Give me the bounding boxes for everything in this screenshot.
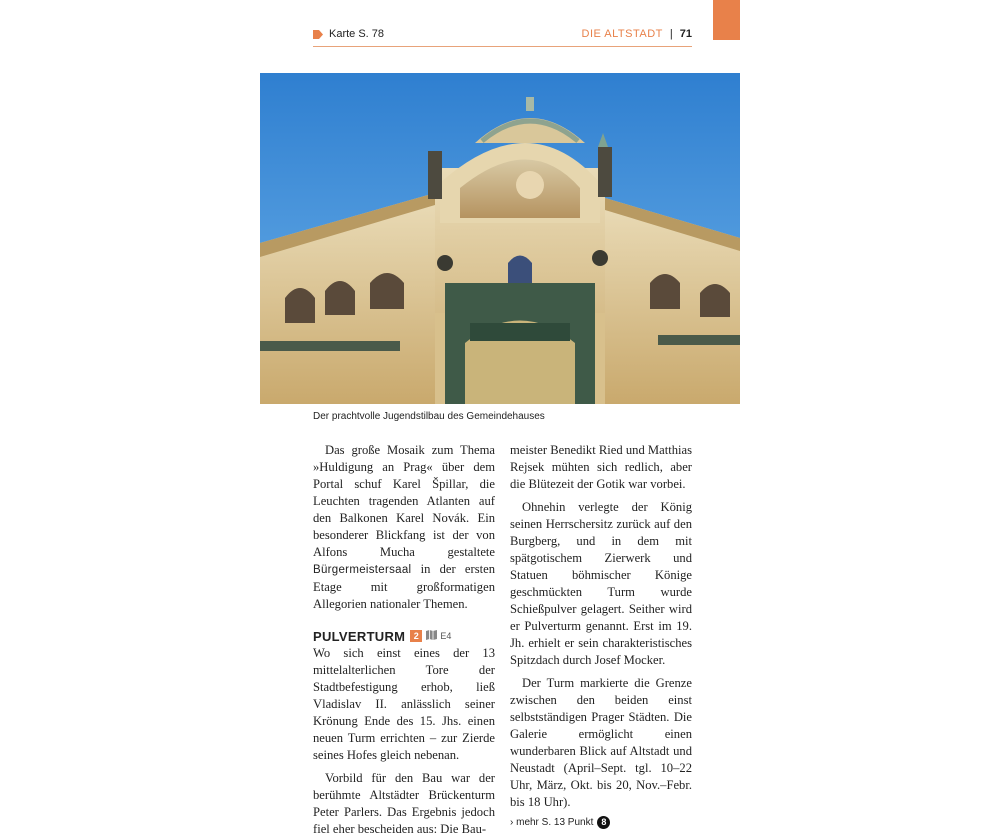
map-reference-text: Karte S. 78 <box>329 28 385 40</box>
more-info-text: › mehr S. 13 Punkt <box>510 817 594 828</box>
emphasis-term: Bürgermeistersaal <box>313 564 412 576</box>
paragraph: Ohnehin verlegte der König seinen Herrschersitz zurück auf den Burgberg, und in dem mit spätgotischem Zierwerk und Statuen böhmischer Könige geschmückten Turm wurde Schießpulver gelagert. Seither wird er Pulverturm genannt. Erst im 19. Jh. erhielt er sein charakteristisches Spitzdach durch Josef Mocker. <box>510 500 692 667</box>
map-reference[interactable] <box>313 28 384 40</box>
paragraph: meister Benedikt Ried und Matthias Rejsek mühten sich redlich, aber die Blütezeit der Gotik war vorbei. <box>510 443 692 491</box>
header-right <box>582 28 693 40</box>
arrow-marker-icon <box>313 30 323 39</box>
more-info-link[interactable] <box>510 814 692 831</box>
section-name: DIE ALTSTADT <box>581 28 663 40</box>
paragraph-text: Das große Mosaik zum Thema »Huldigung an Prag« über dem Portal schuf Karel Špillar, die Leuchten tragenden Atlanten auf den Balkonen Karel Novák. Ein besonderer Blickfang ist der von Alfons Mucha gestaltete <box>313 443 495 559</box>
section-heading-title: PULVERTURM <box>313 628 406 644</box>
paragraph: Wo sich einst eines der 13 mittelalterlichen Tore der Stadtbefestigung erhob, ließ Vladislav II. anlässlich seiner Krönung Ende des 15. Jhs. einen neuen Turm errichten – zur Zierde seines Hofes gleich nebenan. <box>313 646 495 762</box>
paragraph: Vorbild für den Bau war der berühmte Altstädter Brückenturm Peter Parlers. Das Ergebnis jedoch fiel eher bescheiden aus: Die Bau- <box>313 771 495 836</box>
sight-number-badge: 2 <box>410 630 422 642</box>
page-number: 71 <box>679 28 692 40</box>
building-photo <box>260 73 740 404</box>
paragraph: Der Turm markierte die Grenze zwischen den beiden einst selbstständigen Prager Städten. Die Galerie ermöglicht einen wunderbaren Blick auf Altstadt und Neustadt (April–Sept. tgl. 10–22 Uhr, März, Okt. bis 20, Nov.–Febr. bis 18 Uhr). <box>510 676 692 809</box>
paragraph-text: in der ersten Etage mit großformatigen Allegorien nationaler Themen. <box>313 562 495 611</box>
running-header <box>313 28 692 47</box>
photo-caption: Der prachtvolle Jugendstilbau des Gemeindehauses <box>313 411 545 422</box>
text-column-left <box>313 442 495 838</box>
map-icon <box>426 628 437 645</box>
text-column-right <box>510 442 692 831</box>
map-grid-reference: E4 <box>440 630 452 641</box>
header-separator: | <box>669 28 673 40</box>
point-number-badge: 8 <box>597 816 610 829</box>
section-heading <box>313 627 495 645</box>
page-tab-marker <box>713 0 740 40</box>
paragraph <box>313 442 495 613</box>
